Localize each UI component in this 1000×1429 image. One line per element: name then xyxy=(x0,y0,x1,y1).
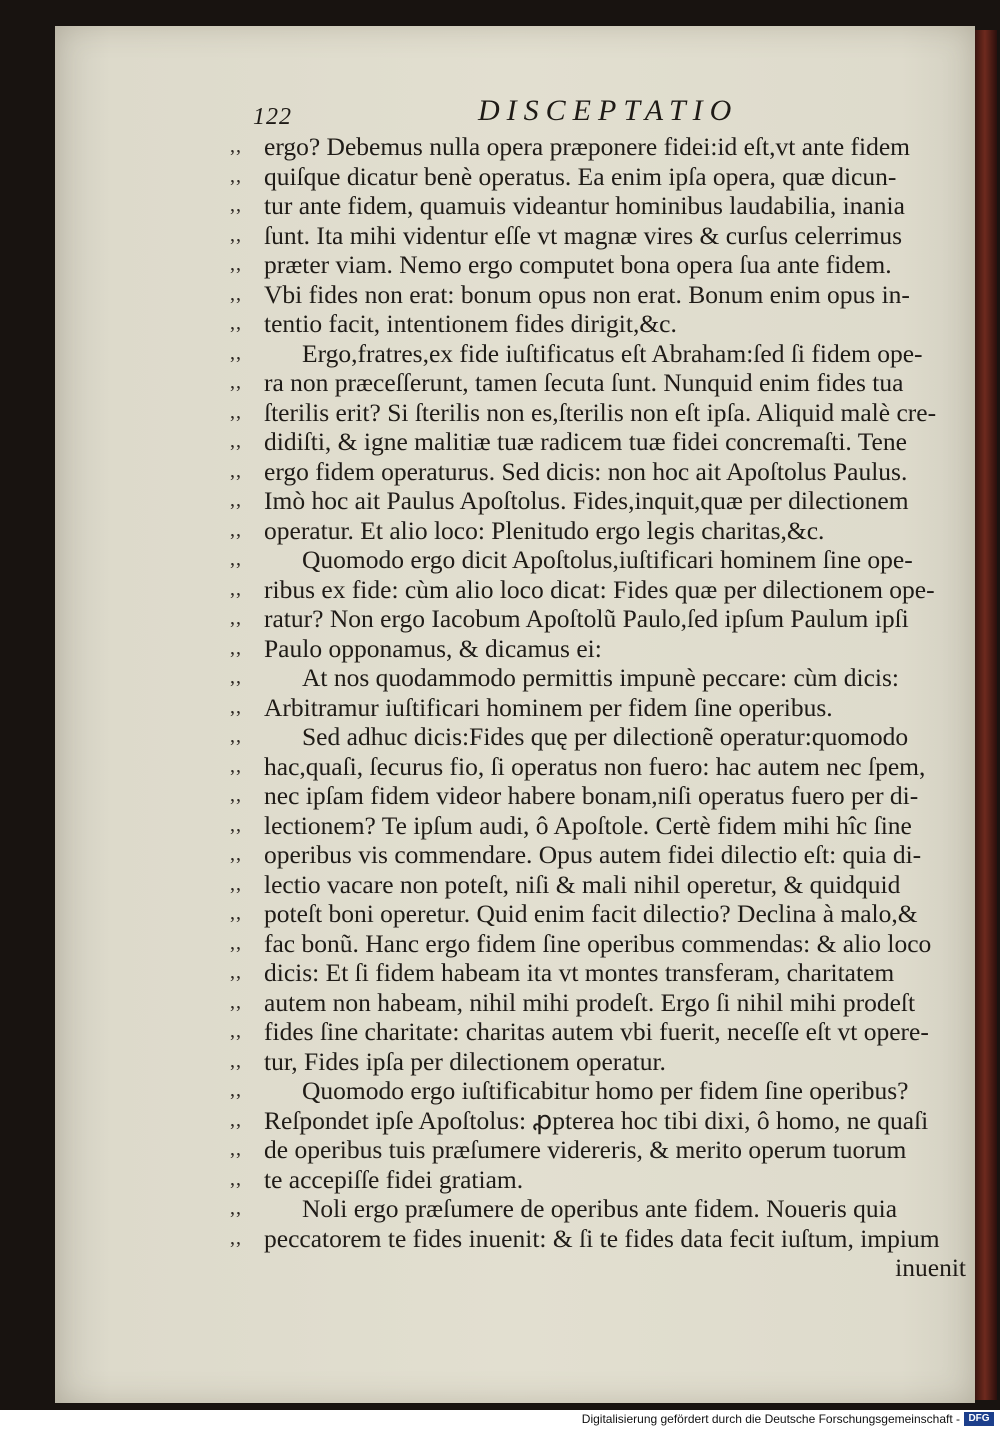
quotation-mark: ,, xyxy=(230,253,242,275)
line-text: dicis: Et ſi fidem habeam ita vt montes transferam, charitatem xyxy=(264,958,895,987)
catchword-line xyxy=(230,1253,966,1283)
line-text: ergo fidem operaturus. Sed dicis: non hoc ait Apoſtolus Paulus. xyxy=(264,456,908,486)
quotation-mark: ,, xyxy=(230,725,242,747)
text-line xyxy=(230,191,966,221)
quotation-mark: ,, xyxy=(230,872,242,895)
quotation-mark: ,, xyxy=(230,371,242,393)
book-binding-edge xyxy=(975,30,997,1400)
line-text: lectio vacare non poteſt, niſi & mali nihil operetur, & quidquid xyxy=(264,869,901,899)
text-line xyxy=(230,663,966,693)
quotation-mark: ,, xyxy=(230,666,242,688)
line-text: Paulo opponamus, & dicamus ei: xyxy=(264,633,602,663)
text-line xyxy=(230,545,966,575)
text-line xyxy=(230,486,966,516)
text-line xyxy=(230,722,966,752)
line-text: ra non præceſſerunt, tamen ſecuta ſunt. Nunquid enim fides tua xyxy=(264,368,904,397)
line-text: ergo? Debemus nulla opera præponere fidei:id eſt,vt ante fidem xyxy=(264,132,911,161)
text-line xyxy=(230,280,966,310)
text-line xyxy=(230,811,966,841)
text-line xyxy=(230,250,966,280)
text-line xyxy=(230,309,966,339)
quotation-mark: ,, xyxy=(230,223,242,246)
quotation-mark: ,, xyxy=(230,135,242,157)
text-line xyxy=(230,1017,966,1047)
quotation-mark: ,, xyxy=(230,164,242,187)
quotation-mark: ,, xyxy=(230,548,242,570)
text-line xyxy=(230,781,966,811)
text-line xyxy=(230,575,966,605)
funding-note: Digitalisierung gefördert durch die Deutsche Forschungsgemeinschaft - xyxy=(581,1412,960,1426)
quotation-mark: ,, xyxy=(230,695,242,718)
running-head: DISCEPTATIO xyxy=(478,94,739,127)
line-text: lectionem? Te ipſum audi, ô Apoſtole. Certè fidem mihi hîc ſine xyxy=(264,810,912,840)
text-line xyxy=(230,752,966,782)
text-line xyxy=(230,1047,966,1077)
quotation-mark: ,, xyxy=(230,1108,242,1131)
line-text: fides ſine charitate: charitas autem vbi fuerit, neceſſe eſt vt opere- xyxy=(264,1017,929,1046)
text-line xyxy=(230,958,966,988)
catchword: inuenit xyxy=(895,1253,966,1282)
line-text: Sed adhuc dicis:Fides quę per dilectionẽ operatur:quomodo xyxy=(302,722,909,751)
line-text: poteſt boni operetur. Quid enim facit dilectio? Declina à malo,& xyxy=(264,899,918,928)
text-line xyxy=(230,634,966,664)
page-number: 122 xyxy=(253,104,292,130)
quotation-mark: ,, xyxy=(230,194,242,216)
quotation-mark: ,, xyxy=(230,784,242,806)
text-line xyxy=(230,1135,966,1165)
text-line xyxy=(230,1194,966,1224)
quotation-mark: ,, xyxy=(230,1138,242,1160)
quotation-mark: ,, xyxy=(230,312,242,334)
text-line xyxy=(230,516,966,546)
quotation-mark: ,, xyxy=(230,430,242,452)
text-block xyxy=(230,132,966,1283)
quotation-mark: ,, xyxy=(230,754,242,777)
text-line xyxy=(230,1106,966,1136)
line-text: te accepiſſe fidei gratiam. xyxy=(264,1164,524,1194)
line-text: tur, Fides ipſa per dilectionem operatur. xyxy=(264,1046,666,1076)
quotation-mark: ,, xyxy=(230,577,242,600)
line-text: Quomodo ergo iuſtificabitur homo per fidem ſine operibus? xyxy=(302,1076,909,1105)
line-text: ratur? Non ergo Iacobum Apoſtolũ Paulo,ſed ipſum Paulum ipſi xyxy=(264,604,909,633)
text-line xyxy=(230,339,966,369)
line-text: Ergo,fratres,ex fide iuſtificatus eſt Abraham:ſed ſi fidem ope- xyxy=(302,338,923,368)
quotation-mark: ,, xyxy=(230,931,242,954)
line-text: autem non habeam, nihil mihi prodeſt. Ergo ſi nihil mihi prodeſt xyxy=(264,987,916,1017)
text-line xyxy=(230,604,966,634)
line-text: nec ipſam fidem videor habere bonam,niſi operatus fuero per di- xyxy=(264,781,919,810)
quotation-mark: ,, xyxy=(230,990,242,1013)
quotation-mark: ,, xyxy=(230,902,242,924)
quotation-mark: ,, xyxy=(230,489,242,511)
line-text: quiſque dicatur benè operatus. Ea enim ipſa opera, quæ dicun- xyxy=(264,161,897,191)
line-text: Arbitramur iuſtificari hominem per fidem ſine operibus. xyxy=(264,692,833,722)
quotation-mark: ,, xyxy=(230,341,242,364)
text-line xyxy=(230,840,966,870)
quotation-mark: ,, xyxy=(230,1049,242,1072)
line-text: operatur. Et alio loco: Plenitudo ergo legis charitas,&c. xyxy=(264,515,825,545)
quotation-mark: ,, xyxy=(230,1197,242,1219)
text-line xyxy=(230,1076,966,1106)
line-text: tur ante fidem, quamuis videantur hominibus laudabilia, inania xyxy=(264,191,905,220)
dfg-logo: DFG xyxy=(964,1412,994,1426)
quotation-mark: ,, xyxy=(230,1167,242,1190)
line-text: fac bonũ. Hanc ergo fidem ſine operibus commendas: & alio loco xyxy=(264,928,932,958)
line-text: hac,quaſi, ſecurus fio, ſi operatus non fuero: hac autem nec ſpem, xyxy=(264,751,926,781)
quotation-mark: ,, xyxy=(230,1020,242,1042)
text-line xyxy=(230,899,966,929)
line-text: Noli ergo præſumere de operibus ante fidem. Noueris quia xyxy=(302,1194,898,1223)
text-line xyxy=(230,870,966,900)
quotation-mark: ,, xyxy=(230,813,242,836)
quotation-mark: ,, xyxy=(230,607,242,629)
text-line xyxy=(230,221,966,251)
text-line xyxy=(230,1165,966,1195)
quotation-mark: ,, xyxy=(230,1226,242,1249)
quotation-mark: ,, xyxy=(230,843,242,865)
line-text: ſterilis erit? Si ſterilis non es,ſterilis non eſt ipſa. Aliquid malè cre- xyxy=(264,397,937,427)
line-text: operibus vis commendare. Opus autem fidei dilectio eſt: quia di- xyxy=(264,840,922,869)
line-text: ſunt. Ita mihi videntur eſſe vt magnæ vires & curſus celerrimus xyxy=(264,220,903,250)
text-line xyxy=(230,929,966,959)
line-text: Vbi fides non erat: bonum opus non erat. Bonum enim opus in- xyxy=(264,279,910,309)
text-line xyxy=(230,368,966,398)
line-text: de operibus tuis præſumere videreris, & merito operum tuorum xyxy=(264,1135,907,1164)
quotation-mark: ,, xyxy=(230,400,242,423)
line-text: Quomodo ergo dicit Apoſtolus,iuſtificari hominem ſine ope- xyxy=(302,545,913,574)
line-text: didiſti, & igne malitiæ tuæ radicem tuæ fidei concremaſti. Tene xyxy=(264,427,907,456)
text-line xyxy=(230,457,966,487)
line-text: ribus ex fide: cùm alio loco dicat: Fides quæ per dilectionem ope- xyxy=(264,574,935,604)
text-line xyxy=(230,398,966,428)
line-text: Imò hoc ait Paulus Apoſtolus. Fides,inquit,quæ per dilectionem xyxy=(264,486,909,515)
text-line xyxy=(230,427,966,457)
text-line xyxy=(230,693,966,723)
line-text: peccatorem te fides inuenit: & ſi te fides data fecit iuſtum, impium xyxy=(264,1223,940,1253)
quotation-mark: ,, xyxy=(230,1079,242,1101)
quotation-mark: ,, xyxy=(230,636,242,659)
page-header xyxy=(253,94,773,130)
text-line xyxy=(230,1224,966,1254)
footer-bar xyxy=(0,1410,1000,1429)
text-line xyxy=(230,988,966,1018)
text-line xyxy=(230,162,966,192)
text-line xyxy=(230,132,966,162)
quotation-mark: ,, xyxy=(230,961,242,983)
quotation-mark: ,, xyxy=(230,518,242,541)
quotation-mark: ,, xyxy=(230,459,242,482)
line-text: præter viam. Nemo ergo computet bona opera ſua ante fidem. xyxy=(264,250,892,279)
line-text: tentio facit, intentionem fides dirigit,&c. xyxy=(264,309,677,338)
quotation-mark: ,, xyxy=(230,282,242,305)
line-text: At nos quodammodo permittis impunè peccare: cùm dicis: xyxy=(302,663,899,692)
line-text: Reſpondet ipſe Apoſtolus: ꝓpterea hoc tibi dixi, ô homo, ne quaſi xyxy=(264,1105,929,1135)
